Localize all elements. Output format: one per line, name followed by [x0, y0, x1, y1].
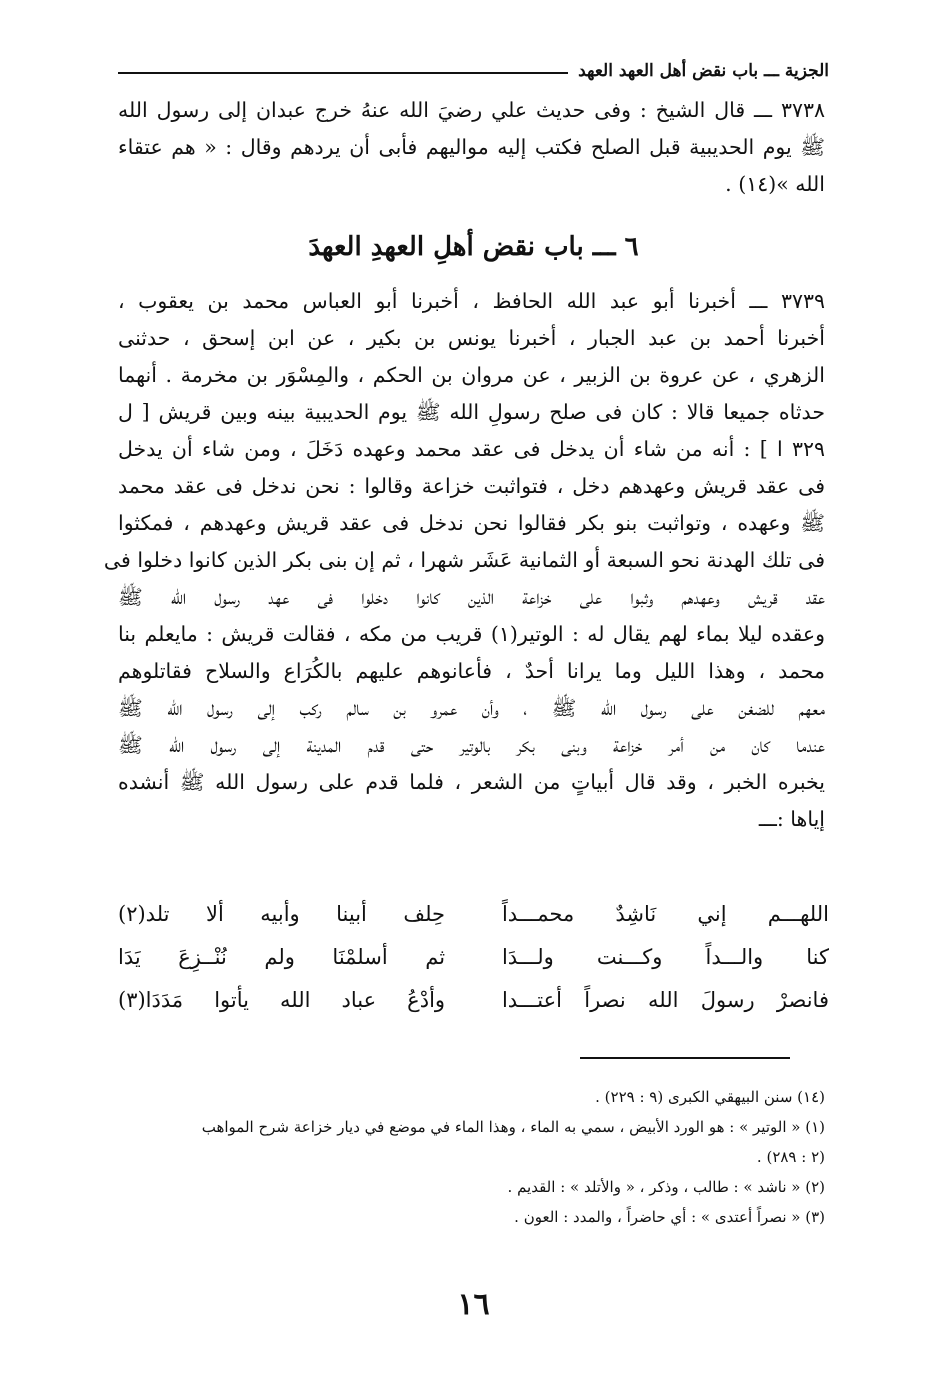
hadith-line: يخبره الخبر ، وقد قال أبياتٍ من الشعر ، فلما قدم على رسول الله ﷺ أنشده — [118, 770, 825, 794]
poem — [118, 893, 829, 1022]
verse-first-hemistich: كنا والـــداً وكـــنت ولـــدَا — [501, 945, 829, 969]
hadith-line: ﷺ وعهده ، وتواثبت بنو بكر فقالوا نحن ندخل فى عقد قريش وعهدهم ، فمكثوا — [118, 511, 825, 535]
verse-first-hemistich: اللهـــم إني نَاشِدٌ محمـــداً — [501, 902, 829, 926]
hadith-line: عندما كان من أمر خزاعة وبنى بكر بالوتير حتى قدم المدينة إلى رسول الله ﷺ — [118, 733, 825, 757]
footnote: (١) « الوتير » : هو الورد الأبيض ، سمي به الماء ، وهذا الماء في موضع في ديار خزاعة شرح المواهب — [201, 1118, 825, 1136]
footnote-separator — [580, 1057, 790, 1059]
hadith-line: الله »(١٤) . — [725, 172, 825, 196]
hadith-line: محمد ، وهذا الليل وما يرانا أحدٌ ، فأعانوهم عليهم بالكُرَاع والسلاح فقاتلوهم — [118, 659, 825, 683]
running-head-rule — [118, 72, 568, 74]
hadith-line: ٣٢٩ ا ] : أنه من شاء أن يدخل فى عقد محمد وعهده دَخَلَ ، ومن شاء أن يدخل — [118, 437, 825, 461]
footnote: (٣) « نصراً أعتدى » : أي حاضراً ، والمدد : العون . — [514, 1208, 825, 1226]
section-heading: ٦ ـــ باب نقض أهلِ العهدِ العهدَ — [308, 232, 639, 262]
footnotes — [118, 1082, 825, 1232]
footnote: (٢ : ٢٨٩) . — [756, 1148, 825, 1166]
hadith-line: إياها :ـــ — [758, 807, 825, 831]
running-head-title: الجزية ـــ باب نقض أهل العهد العهد — [578, 61, 829, 81]
hadith-line: وعقده ليلا بماء لهم يقال له : الوتير(١) قريب من مكه ، فقالت قريش : مايعلم بنا — [118, 622, 825, 646]
hadith-line: ﷺ يوم الحديبية قبل الصلح فكتب إليه مواليهم فأبى أن يردهم وقال : « هم عتقاء — [118, 135, 825, 159]
hadith-line: ٣٧٣٩ ـــ أخبرنا أبو عبد الله الحافظ ، أخبرنا أبو العباس محمد بن يعقوب ، — [118, 289, 825, 313]
page-number: ١٦ — [457, 1287, 490, 1322]
verse-second-hemistich: وأدْعُ عباد الله يأتوا مَدَدَا(٣) — [118, 988, 446, 1012]
verse-second-hemistich: حِلف أبينا وأبيه ألا تلد(٢) — [118, 902, 446, 926]
running-head — [118, 58, 829, 84]
hadith-line: فى عقد قريش وعهدهم دخل ، فتواثبت خزاعة وقالوا : نحن ندخل فى عقد محمد — [118, 474, 825, 498]
hadith-line: حدثاه جميعا قالا : كان فى صلح رسولِ الله ﷺ يوم الحديبية بينه وبين قريش [ ل — [118, 400, 825, 424]
hadith-line: الزهري ، عن عروة بن الزبير ، عن مروان بن الحكم ، والمِسْوَر بن مخرمة . أنهما — [118, 363, 825, 387]
hadith-3738 — [118, 92, 825, 203]
hadith-line: معهم للضغن على رسول الله ﷺ ، وأن عمرو بن سالم ركب إلى رسول الله ﷺ — [118, 696, 825, 720]
hadith-3739 — [103, 283, 825, 838]
footnote: (٢) « ناشد » : طالب ، وذكر ، « والأتلد » : القديم . — [507, 1178, 825, 1196]
hadith-line: أخبرنا أحمد بن عبد الجبار ، أخبرنا يونس بن بكير ، عن ابن إسحق ، حدثنى — [118, 326, 825, 350]
hadith-line: ٣٧٣٨ ـــ قال الشيخ : وفى حديث علي رضيَ الله عنهُ خرج عبدان إلى رسول الله — [118, 98, 825, 122]
poem-verse — [118, 979, 829, 1022]
footnote: (١٤) سنن البيهقي الكبرى (٩ : ٢٢٩) . — [595, 1088, 825, 1106]
hadith-line: فى تلك الهدنة نحو السبعة أو الثمانية عَشَر شهرا ، ثم إن بنى بكر الذين كانوا دخلوا فى — [103, 548, 825, 572]
poem-verse — [118, 893, 829, 936]
verse-first-hemistich: فانصرْ رسولَ الله نصراً أعتـــدا — [501, 988, 829, 1012]
hadith-line: عقد قريش وعهدهم وثبوا على خزاعة الذين كانوا دخلوا فى عهد رسول الله ﷺ — [118, 585, 825, 609]
verse-second-hemistich: ثم أسلمْنَا ولم نُنْــزِعَ يَدَا — [118, 945, 446, 969]
poem-verse — [118, 936, 829, 979]
